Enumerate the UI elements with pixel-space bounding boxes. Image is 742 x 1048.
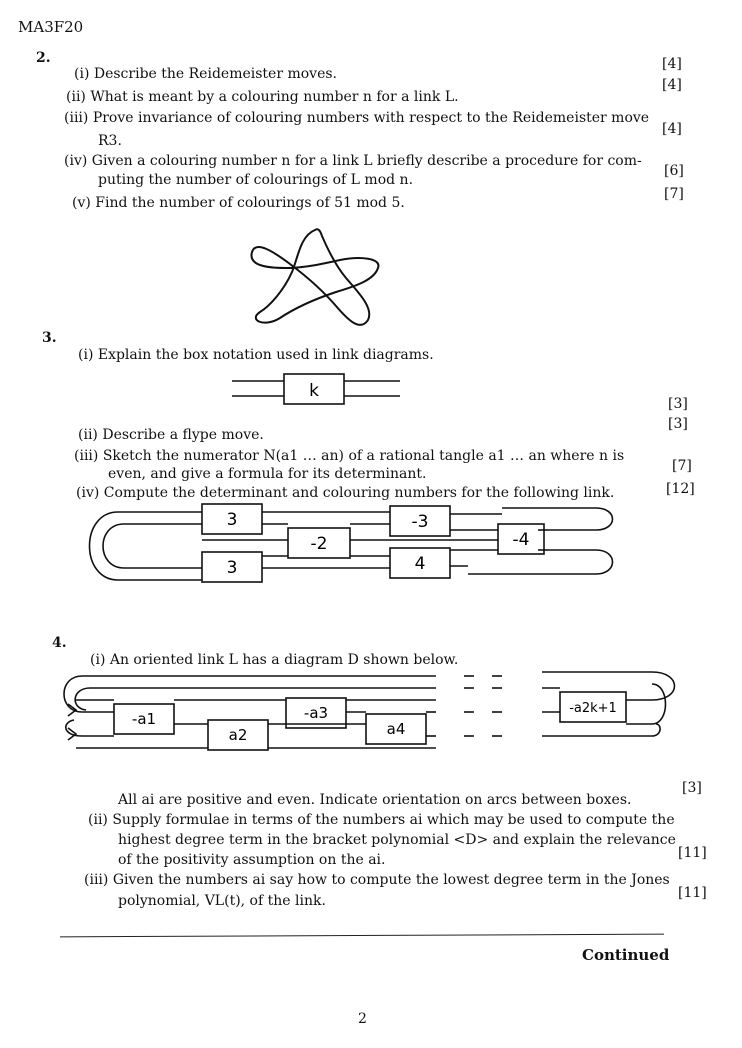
q2-item-iv-cont: puting the number of colourings of L mod n. [98, 172, 414, 188]
continued-label: Continued [582, 946, 670, 964]
q2-item-v: (v) Find the number of colourings of 51 mod 5. [72, 195, 405, 211]
q4-item-iii: (iii) Given the numbers ai say how to compute the lowest degree term in the Jones [84, 872, 670, 888]
link-diagram-q3 [78, 500, 624, 590]
box-label: -3 [411, 512, 429, 532]
box-label: 4 [414, 554, 426, 574]
q4-item-ii-cont2: of the positivity assumption on the ai. [118, 852, 386, 868]
q3-item-iii: (iii) Sketch the numerator N(a1 … an) of a rational tangle a1 … an where n is [74, 448, 625, 464]
box-label: -a2k+1 [569, 701, 617, 716]
question-number: 4. [52, 635, 67, 651]
box-label: -a1 [131, 710, 157, 728]
q2-mark-i: [4] [662, 56, 682, 72]
page-number: 2 [358, 1011, 367, 1027]
box-label: -4 [512, 530, 530, 550]
q2-mark-ii: [4] [662, 77, 682, 93]
q3-item-iii-cont: even, and give a formula for its determinant. [108, 466, 427, 482]
q2-mark-v: [7] [664, 186, 684, 202]
q2-mark-iv: [6] [664, 163, 684, 179]
q2-mark-iii: [4] [662, 121, 682, 137]
q3-item-iv: (iv) Compute the determinant and colouring numbers for the following link. [76, 485, 615, 501]
q4-item-iii-cont: polynomial, VL(t), of the link. [118, 893, 326, 909]
q4-mark-ii: [11] [678, 845, 707, 861]
box-label: -2 [310, 534, 328, 554]
q4-item-ii: (ii) Supply formulae in terms of the numbers ai which may be used to compute the [88, 812, 675, 828]
q3-item-i: (i) Explain the box notation used in link diagrams. [78, 347, 434, 363]
q4-mark-orientation: [3] [682, 780, 702, 796]
q2-item-iii-cont: R3. [98, 133, 122, 149]
divider [60, 934, 664, 938]
box-label: a4 [386, 720, 406, 738]
box-label: -a3 [303, 704, 329, 722]
q4-mark-iii: [11] [678, 885, 707, 901]
q4-item-i: (i) An oriented link L has a diagram D shown below. [90, 652, 459, 668]
course-code: MA3F20 [18, 18, 84, 36]
question-number: 3. [42, 330, 57, 346]
box-notation-diagram [230, 372, 404, 406]
q3-item-ii: (ii) Describe a flype move. [78, 427, 264, 443]
q2-item-ii: (ii) What is meant by a colouring number n for a link L. [66, 89, 459, 105]
q2-item-iv: (iv) Given a colouring number n for a link L briefly describe a procedure for com- [64, 153, 642, 169]
q2-item-iii: (iii) Prove invariance of colouring numbers with respect to the Reidemeister move [64, 110, 650, 126]
q2-item-i: (i) Describe the Reidemeister moves. [74, 66, 337, 82]
q3-mark-i: [3] [668, 396, 688, 412]
box-label: 3 [226, 558, 238, 578]
box-label: k [309, 381, 319, 401]
q3-mark-iii: [7] [672, 458, 692, 474]
q4-item-orientation: All ai are positive and even. Indicate orientation on arcs between boxes. [118, 792, 632, 808]
q3-mark-ii: [3] [668, 416, 688, 432]
q4-item-ii-cont: highest degree term in the bracket polynomial <D> and explain the relevance [118, 832, 676, 848]
q3-mark-iv: [12] [666, 481, 695, 497]
question-number: 2. [36, 50, 51, 66]
box-label: 3 [226, 510, 238, 530]
box-label: a2 [228, 726, 248, 744]
link-diagram-q4 [56, 664, 696, 756]
knot-5-1-diagram [240, 222, 390, 334]
